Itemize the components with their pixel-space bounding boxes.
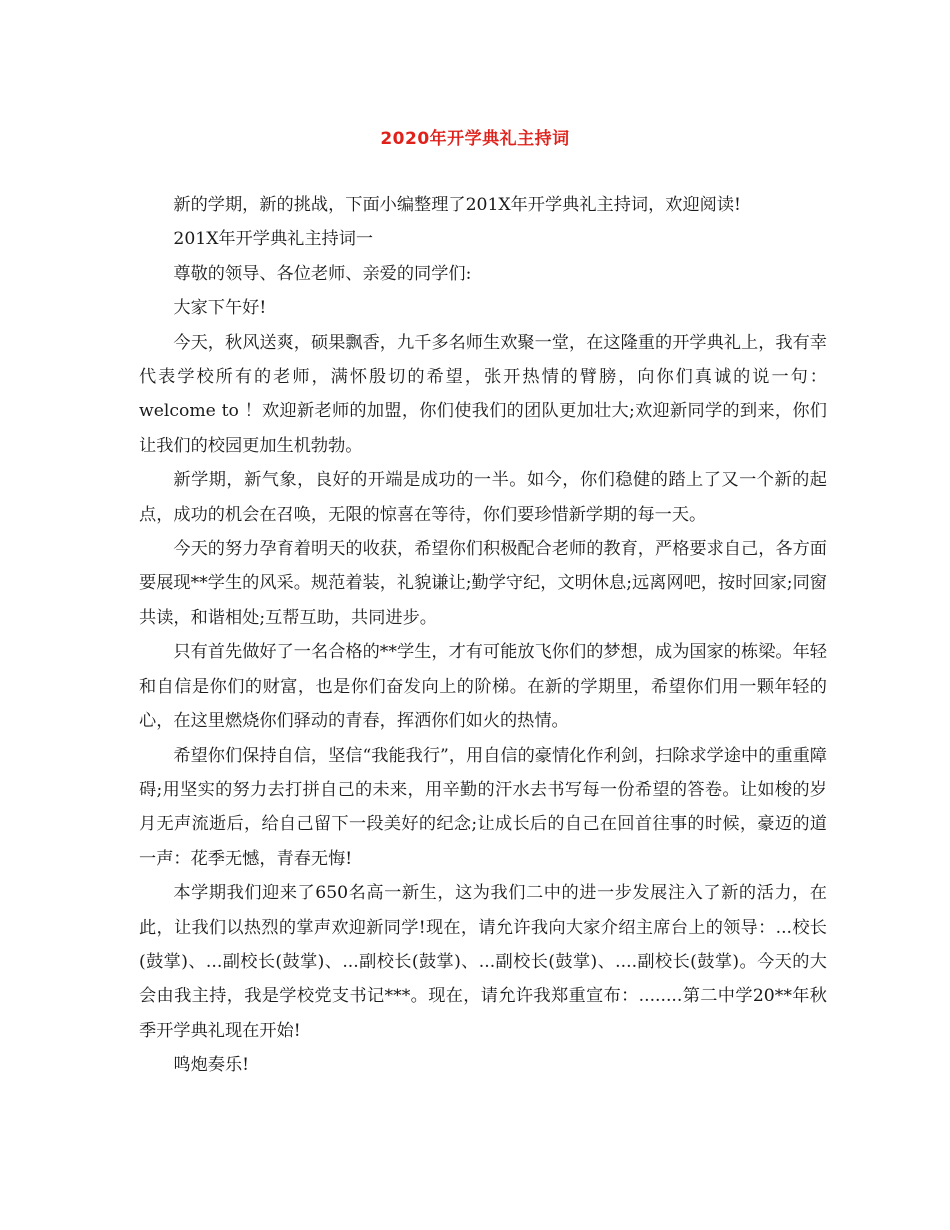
paragraph-introductions: 本学期我们迎来了650名高一新生，这为我们二中的进一步发展注入了新的活力，在此，让我们以热烈的掌声欢迎新同学!现在，请允许我向大家介绍主席台上的领导：...校长(鼓掌)、...副校长(鼓掌)、...副校长(鼓掌)、...副校长(鼓掌)、....副校长(鼓掌)。今天的大会由我主持，我是学校党支书记***。现在，请允许我郑重宣布：........第二中学20**年秋季开学典礼现在开始! [139,883,827,1041]
document-title: 2020年开学典礼主持词 [380,129,570,149]
paragraph-subheading: 201X年开学典礼主持词一 [173,229,374,250]
paragraph-effort: 今天的努力孕育着明天的收获，希望你们积极配合老师的教育，严格要求自己，各方面要展现**学生的风采。规范着装，礼貌谦让;勤学守纪，文明休息;远离网吧，按时回家;同窗共读，和谐相处;互帮互助，共同进步。 [139,539,827,628]
paragraph-intro: 新的学期，新的挑战，下面小编整理了201X年开学典礼主持词，欢迎阅读! [173,195,741,215]
paragraph-confidence: 希望你们保持自信，坚信“我能我行”，用自信的豪情化作利剑，扫除求学途中的重重障碍;用坚实的努力去打拼自己的未来，用辛勤的汗水去书写每一份希望的答卷。让如梭的岁月无声流逝后，给自己留下一段美好的纪念;让成长后的自己在回首往事的时候，豪迈的道一声：花季无憾，青春无悔! [139,745,827,869]
paragraph-new-semester: 新学期，新气象，良好的开端是成功的一半。如今，你们稳健的踏上了又一个新的起点，成功的机会在召唤，无限的惊喜在等待，你们要珍惜新学期的每一天。 [139,470,827,525]
paragraph-welcome: 今天，秋风送爽，硕果飘香，九千多名师生欢聚一堂，在这隆重的开学典礼上，我有幸代表学校所有的老师，满怀殷切的希望，张开热情的臂膀，向你们真诚的说一句：welcome to ！欢迎新老师的加盟，你们使我们的团队更加壮大;欢迎新同学的到来，你们让我们的校园更加生机勃勃。 [139,332,827,456]
paragraph-dreams: 只有首先做好了一名合格的**学生，才有可能放飞你们的梦想，成为国家的栋梁。年轻和自信是你们的财富，也是你们奋发向上的阶梯。在新的学期里，希望你们用一颗年轻的心，在这里燃烧你们驿动的青春，挥洒你们如火的热情。 [139,642,827,732]
paragraph-greeting: 大家下午好! [173,298,267,319]
document-body [139,188,827,1083]
paragraph-closing: 鸣炮奏乐! [173,1055,250,1076]
paragraph-salutation: 尊敬的领导、各位老师、亲爱的同学们: [173,263,472,284]
